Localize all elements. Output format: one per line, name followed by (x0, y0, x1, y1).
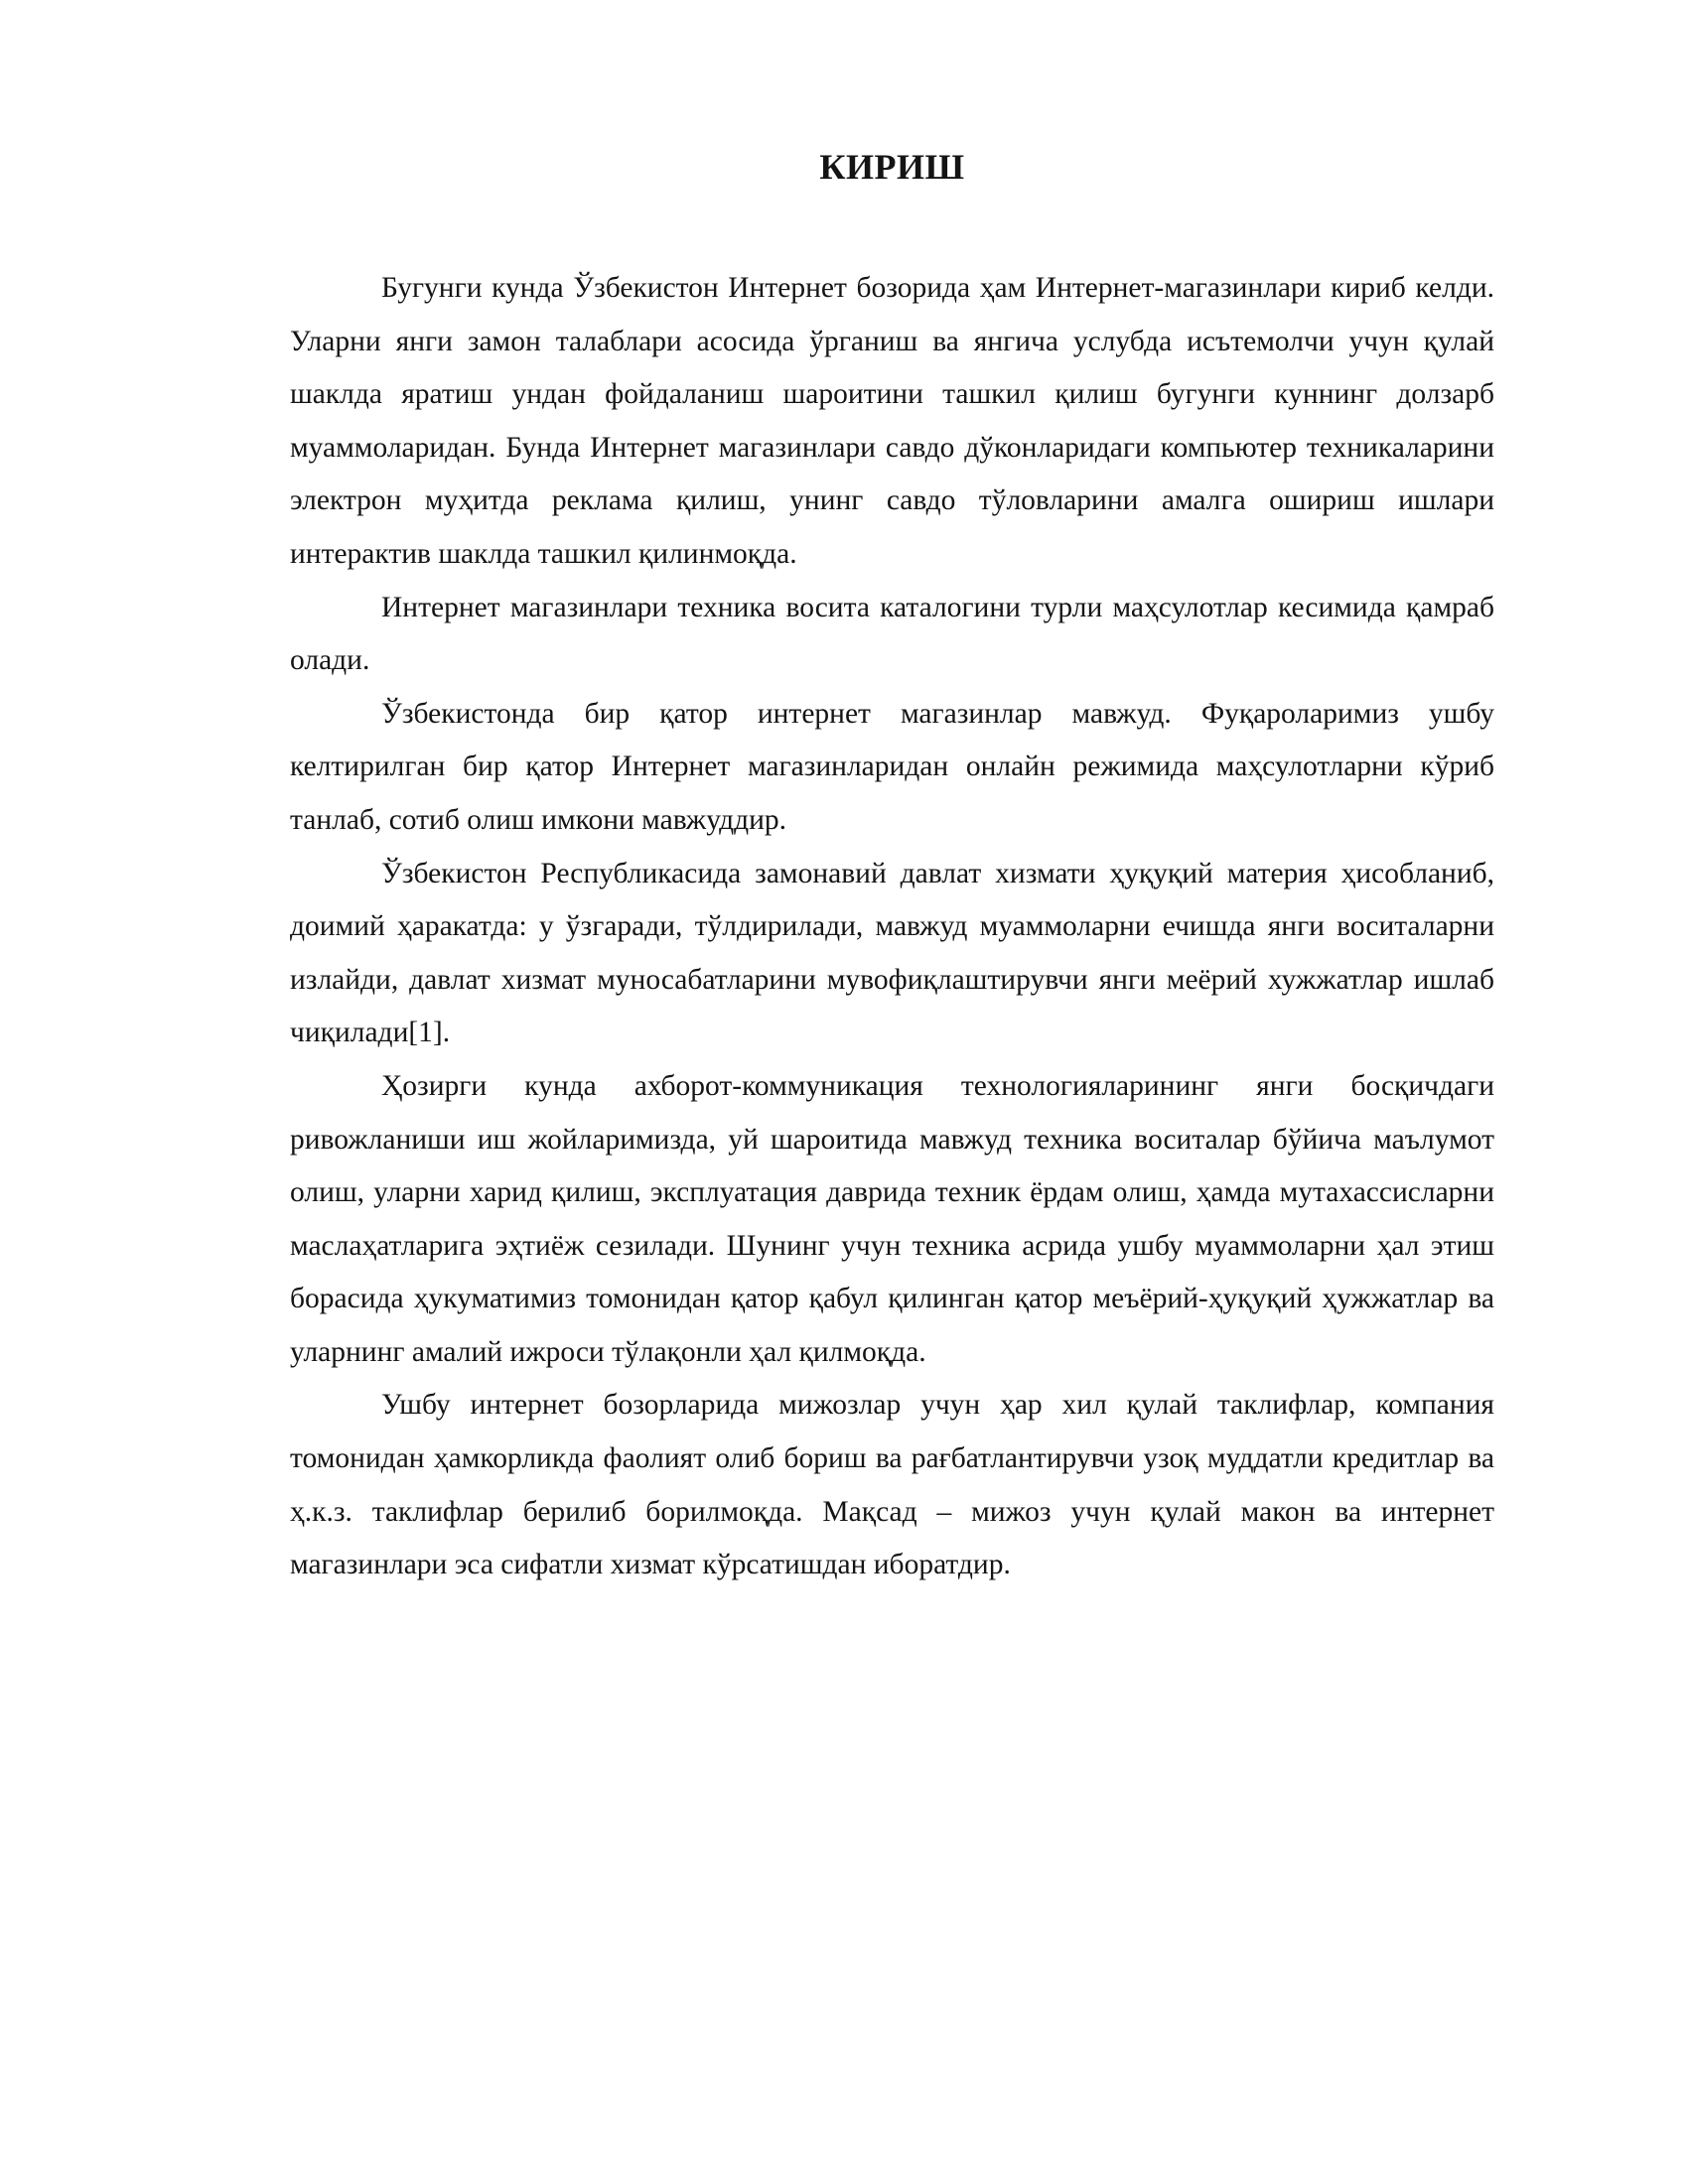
page-title: КИРИШ (819, 147, 965, 187)
page-content (290, 127, 1494, 1592)
paragraph: Бугунги кунда Ўзбекистон Интернет бозорида ҳам Интернет-магазинлари кириб келди. Уларни янги замон талаблари асосида ўрганиш ва янгича услубда исътемолчи учун қулай шаклда яратиш ундан фойдаланиш шароитини ташкил қилиш бугунги куннинг долзарб муаммоларидан. Бунда Интернет магазинлари савдо дўконларидаги компьютер техникаларини электрон муҳитда реклама қилиш, унинг савдо тўловларини амалга ошириш ишлари интерактив шаклда ташкил қилинмоқда. (290, 272, 1494, 570)
paragraph: Ҳозирги кунда ахборот-коммуникация технологияларининг янги босқичдаги ривожланиши иш жойларимизда, уй шароитида мавжуд техника воситалар бўйича маълумот олиш, уларни харид қилиш, эксплуатация даврида техник ёрдам олиш, ҳамда мутахассисларни маслаҳатларига эҳтиёж сезилади. Шунинг учун техника асрида ушбу муаммоларни ҳал этиш борасида ҳукуматимиз томонидан қатор қабул қилинган қатор меъёрий-ҳуқуқий ҳужжатлар ва уларнинг амалий ижроси тўлақонли ҳал қилмоқда. (290, 1069, 1494, 1368)
paragraph: Ўзбекистонда бир қатор интернет магазинлар мавжуд. Фуқароларимиз ушбу келтирилган бир қатор Интернет магазинларидан онлайн режимида маҳсулотларни кўриб танлаб, сотиб олиш имкони мавжуддир. (290, 697, 1494, 836)
paragraph: Интернет магазинлари техника восита каталогини турли маҳсулотлар кесимида қамраб олади. (290, 591, 1494, 677)
paragraph: Ўзбекистон Республикасида замонавий давлат хизмати ҳуқуқий материя ҳисобланиб, доимий ҳаракатда: у ўзгаради, тўлдирилади, мавжуд муаммоларни ечишда янги воситаларни излайди, давлат хизмат муносабатларини мувофиқлаштирувчи янги меёрий хужжатлар ишлаб чиқилади[1]. (290, 857, 1494, 1049)
paragraph: Ушбу интернет бозорларида мижозлар учун ҳар хил қулай таклифлар, компания томонидан ҳамкорликда фаолият олиб бориш ва рағбатлантирувчи узоқ муддатли кредитлар ва ҳ.к.з. таклифлар берилиб борилмоқда. Мақсад – мижоз учун қулай макон ва интернет магазинлари эса сифатли хизмат кўрсатишдан иборатдир. (290, 1389, 1494, 1581)
